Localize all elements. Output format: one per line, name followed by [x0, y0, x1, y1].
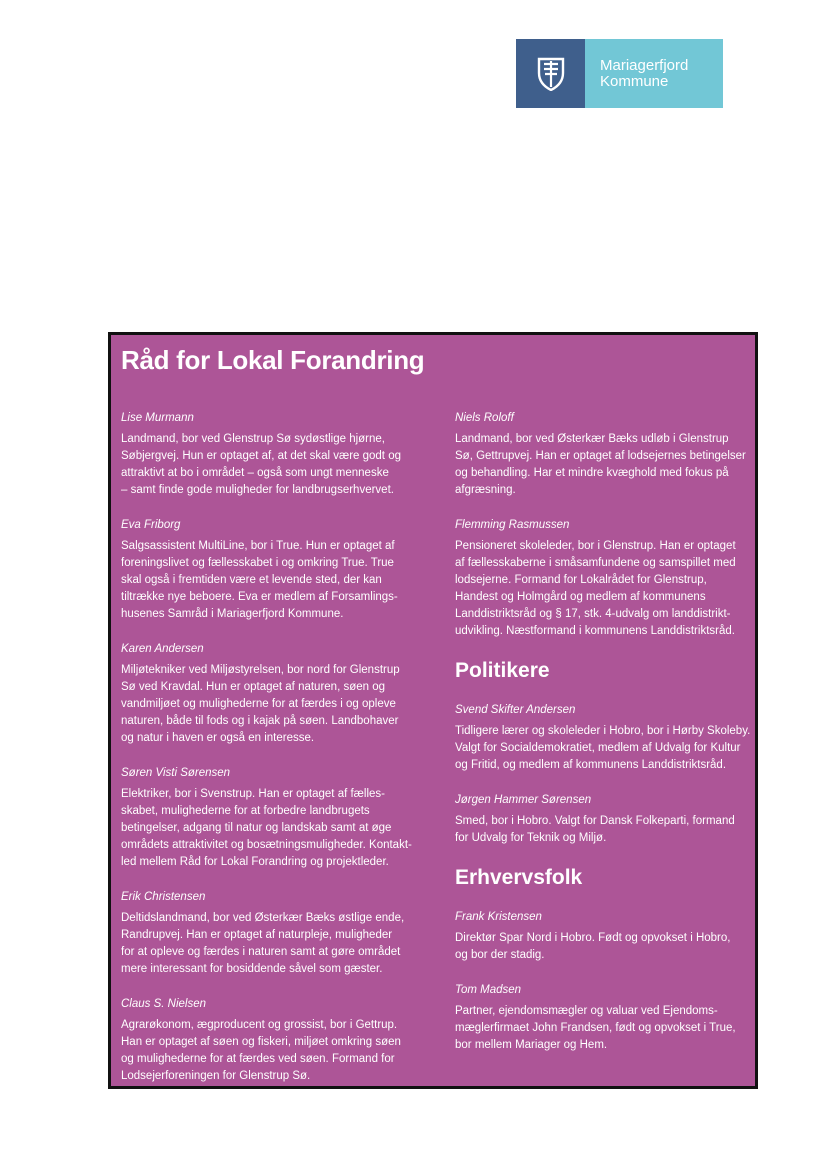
person-description [455, 813, 751, 847]
person-name: Lise Murmann [121, 412, 194, 424]
description-line: Handest og Holmgård og medlem af kommunens [455, 591, 706, 603]
description-line: Miljøtekniker ved Miljøstyrelsen, bor nord for Glenstrup [121, 664, 400, 676]
person-entry [121, 997, 426, 1085]
person-description [455, 538, 751, 640]
logo-wordmark [585, 39, 723, 108]
description-line: tiltrække nye beboere. Eva er medlem af Forsamlings- [121, 591, 398, 603]
description-line: Tidligere lærer og skoleleder i Hobro, bor i Hørby Skoleby. [455, 725, 751, 737]
person-description [455, 723, 751, 774]
description-line: og natur i haven er også en interesse. [121, 732, 315, 744]
person-description [121, 431, 426, 499]
person-entry [455, 983, 751, 1054]
description-line: Sø ved Kravdal. Hun er optaget af naturen, søen og [121, 681, 386, 693]
council-panel [108, 332, 758, 1089]
description-line: betingelser, adgang til natur og landskab samt at øge [121, 822, 392, 834]
erhvervsfolk-heading: Erhvervsfolk [455, 866, 583, 889]
description-line: Elektriker, bor i Svenstrup. Han er optaget af fælles- [121, 788, 385, 800]
description-line: Landmand, bor ved Glenstrup Sø sydøstlige hjørne, [121, 433, 385, 445]
person-name: Eva Friborg [121, 519, 181, 531]
description-line: skal også i fremtiden være et levende sted, der kan [121, 574, 382, 586]
person-entry [455, 703, 751, 774]
politikere-heading: Politikere [455, 659, 550, 682]
person-description [121, 538, 426, 623]
description-line: Partner, ejendomsmægler og valuar ved Ejendoms- [455, 1005, 718, 1017]
description-line: Smed, bor i Hobro. Valgt for Dansk Folkeparti, formand [455, 815, 735, 827]
description-line: foreningslivet og fællesskabet i og omkring True. True [121, 557, 394, 569]
person-name: Søren Visti Sørensen [121, 767, 231, 779]
person-entry [121, 890, 426, 978]
person-description [121, 662, 426, 747]
person-name: Svend Skifter Andersen [455, 704, 576, 716]
person-entry [121, 766, 426, 871]
description-line: Randrupvej. Han er optaget af naturpleje, muligheder [121, 929, 393, 941]
description-line: lodsejerne. Formand for Lokalrådet for Glenstrup, [455, 574, 707, 586]
description-line: mæglerfirmaet John Frandsen, født og opvokset i True, [455, 1022, 736, 1034]
person-entry [455, 793, 751, 847]
description-line: af fællesskaberne i småsamfundene og samspillet med [455, 557, 736, 569]
person-description [121, 786, 426, 871]
description-line: Søbjergvej. Hun er optaget af, at det skal være godt og [121, 450, 401, 462]
logo-line-2: Kommune [600, 72, 669, 90]
description-line: områdets attraktivitet og bosætningsmuligheder. Kontakt- [121, 839, 412, 851]
person-entry [121, 411, 426, 499]
person-description [121, 910, 426, 978]
right-column [455, 411, 751, 1073]
person-name: Frank Kristensen [455, 911, 542, 923]
left-column [121, 411, 426, 1104]
description-line: bor mellem Mariager og Hem. [455, 1039, 608, 1051]
person-name: Niels Roloff [455, 412, 514, 424]
description-line: mere interessant for bosiddende såvel som gæster. [121, 963, 383, 975]
person-entry [455, 518, 751, 640]
description-line: husenes Samråd i Mariagerfjord Kommune. [121, 608, 344, 620]
description-line: skabet, mulighederne for at forbedre landbrugets [121, 805, 370, 817]
person-name: Karen Andersen [121, 643, 204, 655]
description-line: Agrarøkonom, ægproducent og grossist, bor i Gettrup. [121, 1019, 398, 1031]
person-description [121, 1017, 426, 1085]
description-line: udvikling. Næstformand i kommunens Landdistriktsråd. [455, 625, 735, 637]
logo-line-1: Mariagerfjord [600, 56, 689, 74]
person-entry [121, 518, 426, 623]
person-name: Jørgen Hammer Sørensen [455, 794, 592, 806]
person-name: Claus S. Nielsen [121, 998, 207, 1010]
description-line: Lodsejerforeningen for Glenstrup Sø. [121, 1070, 311, 1082]
description-line: vandmiljøet og mulighederne for at færdes i og opleve [121, 698, 396, 710]
erhvervsfolk-list [455, 910, 751, 1054]
person-name: Erik Christensen [121, 891, 206, 903]
description-line: Sø, Gettrupvej. Han er optaget af lodsejernes betingelser [455, 450, 746, 462]
panel-title: Råd for Lokal Forandring [121, 345, 425, 375]
council-right-list [455, 411, 751, 640]
description-line: – samt finde gode muligheder for landbrugserhvervet. [121, 484, 394, 496]
description-line: Salgsassistent MultiLine, bor i True. Hun er optaget af [121, 540, 395, 552]
description-line: og mulighederne for at færdes ved søen. Formand for [121, 1053, 395, 1065]
description-line: Valgt for Socialdemokratiet, medlem af Udvalg for Kultur [455, 742, 741, 754]
person-entry [455, 910, 751, 964]
description-line: Deltidslandmand, bor ved Østerkær Bæks østlige ende, [121, 912, 405, 924]
description-line: Landmand, bor ved Østerkær Bæks udløb i Glenstrup [455, 433, 729, 445]
person-name: Flemming Rasmussen [455, 519, 570, 531]
description-line: led mellem Råd for Lokal Forandring og projektleder. [121, 856, 389, 868]
description-line: Direktør Spar Nord i Hobro. Født og opvokset i Hobro, [455, 932, 731, 944]
mariagerfjord-crest-icon [516, 39, 585, 108]
logo [516, 39, 723, 108]
person-entry [455, 411, 751, 499]
person-entry [121, 642, 426, 747]
description-line: naturen, både til fods og i kajak på søen. Landbohaver [121, 715, 399, 727]
description-line: Pensioneret skoleleder, bor i Glenstrup. Han er optaget [455, 540, 736, 552]
person-description [455, 1003, 751, 1054]
description-line: for at opleve og færdes i naturen samt at gøre området [121, 946, 401, 958]
person-description [455, 431, 751, 499]
person-description [455, 930, 751, 964]
description-line: og bor der stadig. [455, 949, 545, 961]
description-line: Han er optaget af søen og fiskeri, miljøet omkring søen [121, 1036, 401, 1048]
description-line: afgræsning. [455, 484, 516, 496]
politikere-list [455, 703, 751, 847]
description-line: og behandling. Har et mindre kvæghold med fokus på [455, 467, 729, 479]
person-name: Tom Madsen [455, 984, 522, 996]
description-line: attraktivt at bo i området – også som ungt menneske [121, 467, 389, 479]
description-line: Landdistriktsråd og § 17, stk. 4-udvalg om landdistrikt- [455, 608, 731, 620]
description-line: og Fritid, og medlem af kommunens Landdistriktsråd. [455, 759, 727, 771]
description-line: for Udvalg for Teknik og Miljø. [455, 832, 607, 844]
